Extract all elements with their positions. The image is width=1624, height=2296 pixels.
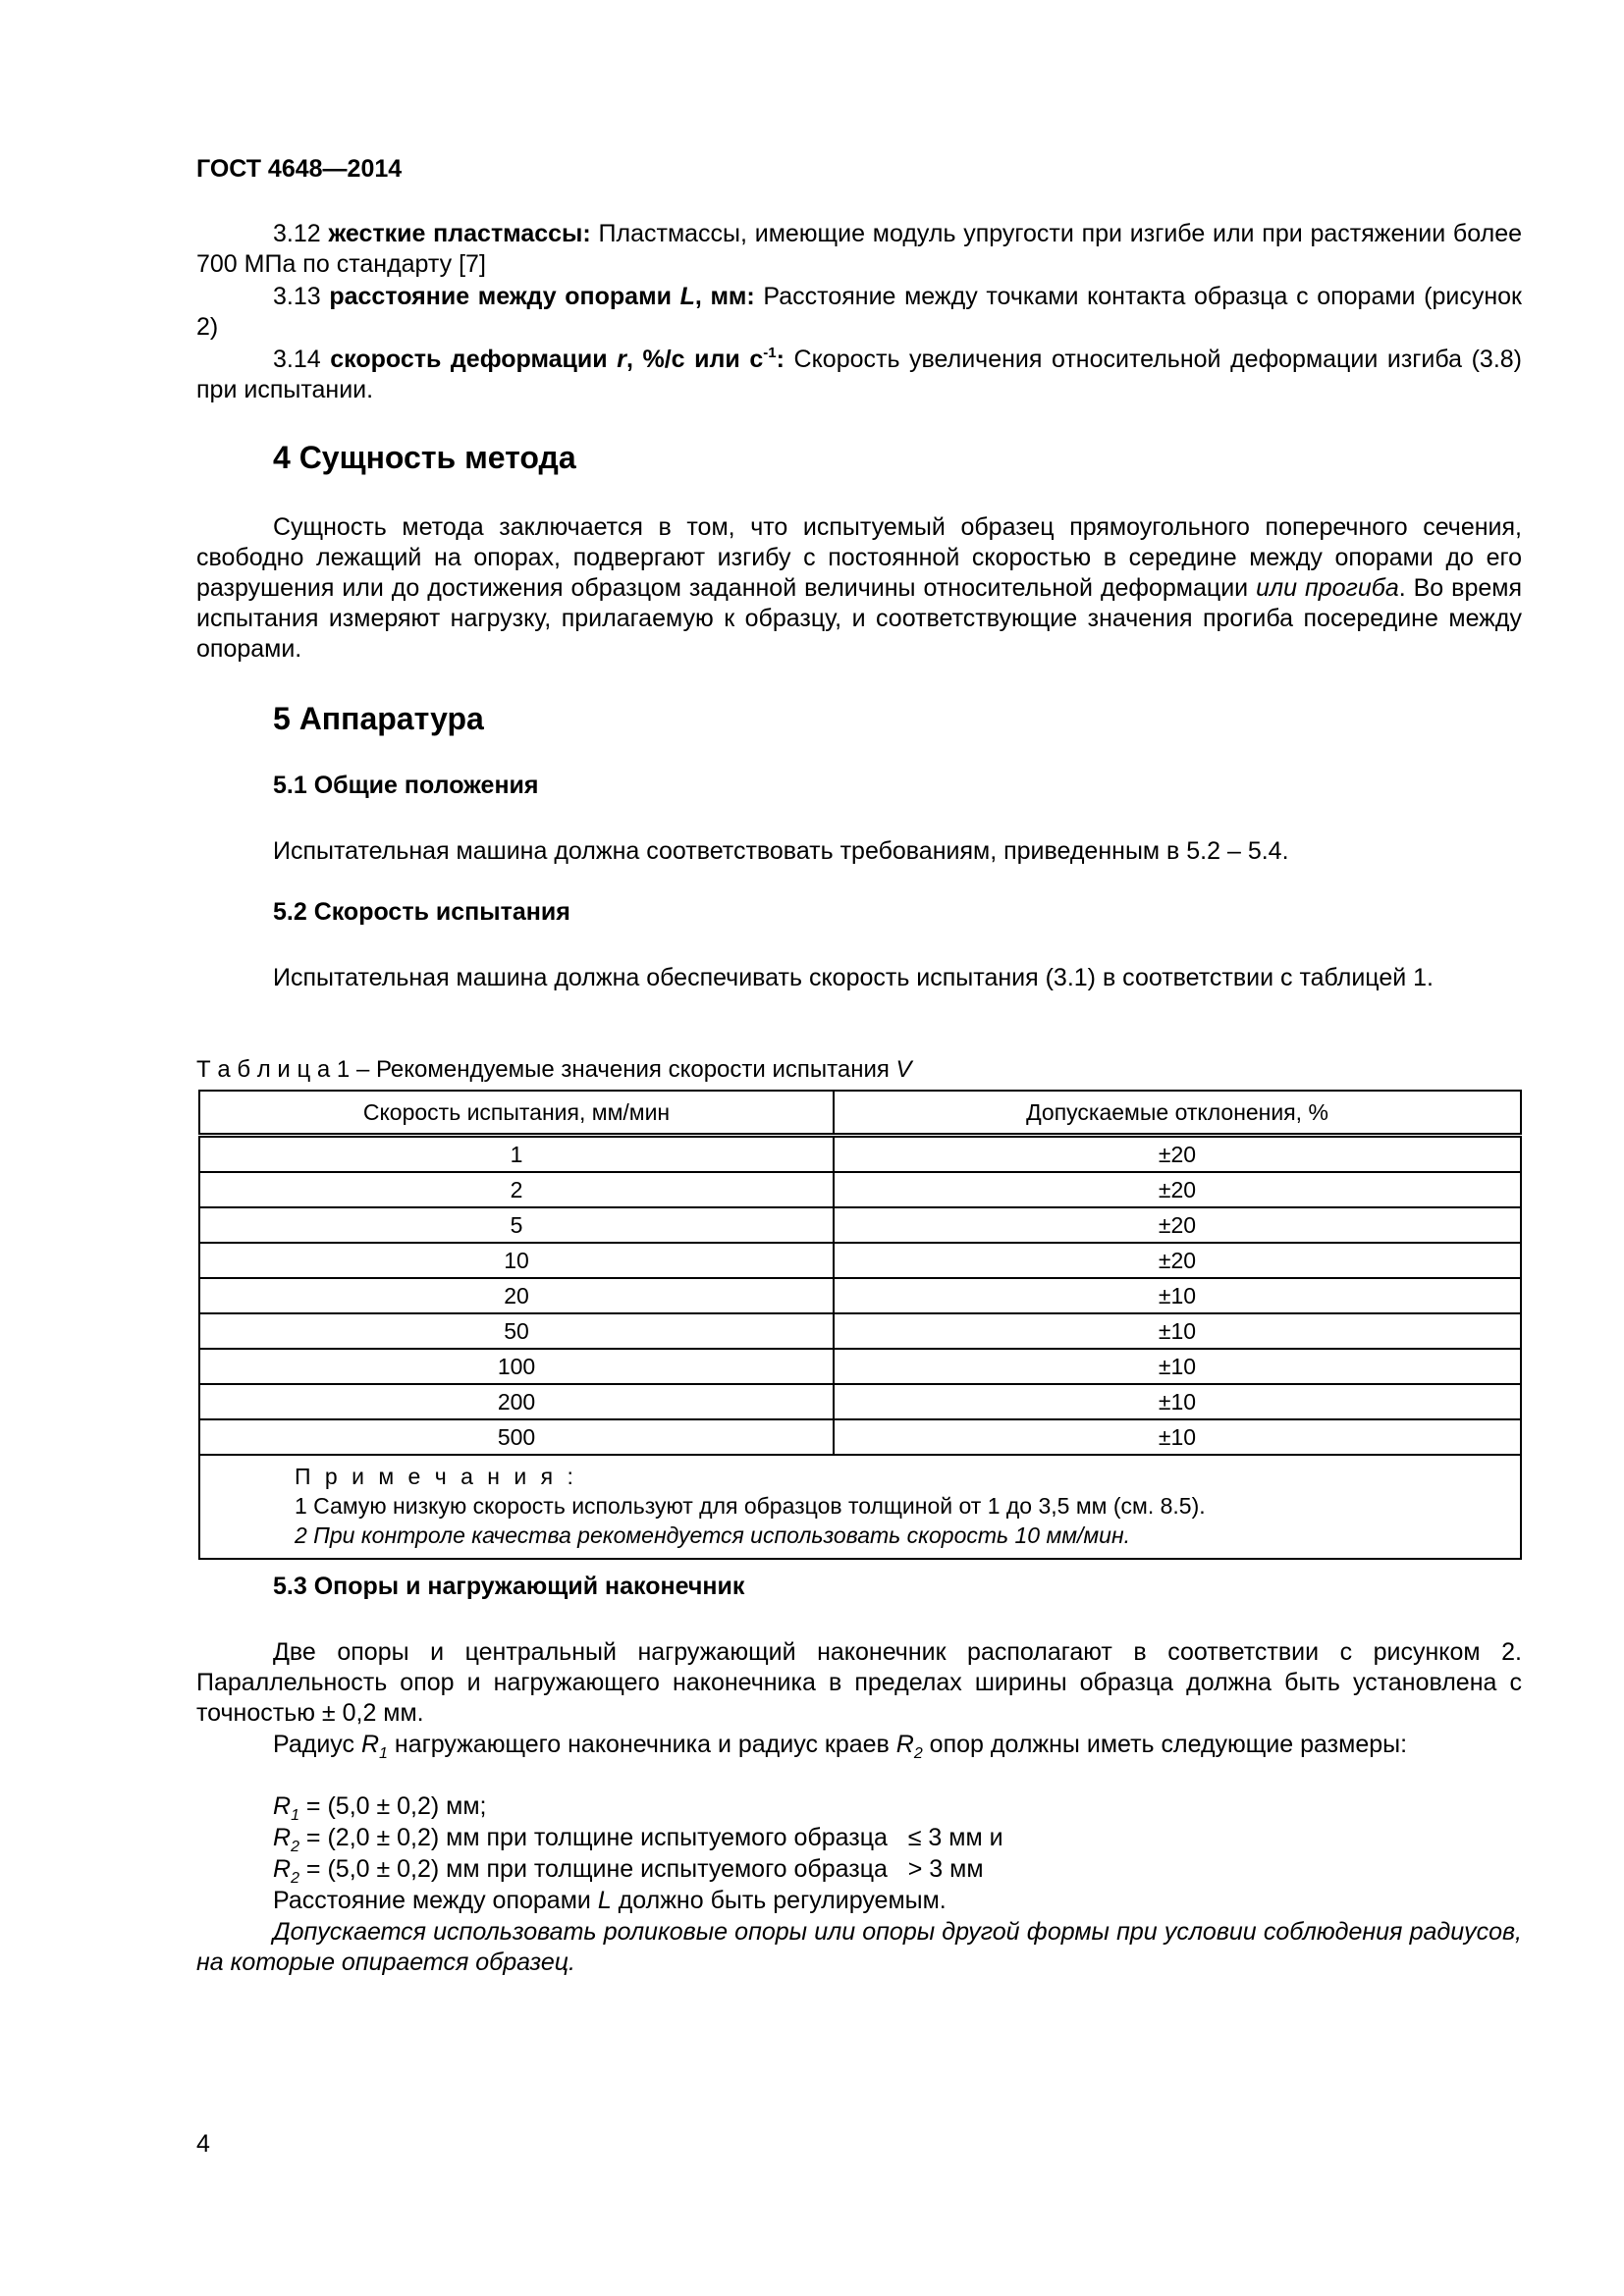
tolerance-cell: ±20 — [834, 1207, 1521, 1243]
tolerance-cell: ±20 — [834, 1172, 1521, 1207]
section-4-paragraph: Сущность метода заключается в том, что испытуемый образец прямоугольного поперечного сечения, свободно лежащий на опорах, подвергают изгибу с постоянной скоростью в середине между опорами до его разрушения или до достижения образцом заданной величины относительной деформации или прогиба. Во время испытания измеряют нагрузку, прилагаемую к образцу, и соответствующие значения прогиба посередине между опорами. — [196, 513, 1522, 663]
formula-r1: $R_1 = (5,0 \pm 0,2)$ мм; — [273, 1792, 487, 1824]
table-row — [199, 1313, 1521, 1349]
notes-title: П р и м е ч а н и я : — [295, 1464, 577, 1489]
speed-cell: 200 — [199, 1384, 834, 1419]
formula-r2-thick: $R_2 = (5,0 \pm 0,2)$ мм при толщине испытуемого образца > 3 мм — [273, 1855, 984, 1887]
speed-cell: 500 — [199, 1419, 834, 1455]
section-5-3-heading: 5.3 Опоры и нагружающий наконечник — [273, 1573, 745, 1600]
section-5-2-heading: 5.2 Скорость испытания — [273, 898, 570, 926]
definition-3-14: 3.14 скорость деформации r, %/с или $с^{-1}$: Скорость увеличения относительной деформации изгиба (3.8) при испытании. — [196, 345, 1523, 403]
note-2: 2 При контроле качества рекомендуется использовать скорость 10 мм/мин. — [295, 1522, 1131, 1548]
column-header-speed: Скорость испытания, мм/мин — [199, 1091, 834, 1136]
formula-r2-thin: $R_2 = (2,0 \pm 0,2)$ мм при толщине испытуемого образца ≤ 3 мм и — [273, 1824, 1003, 1855]
section-5-1-text: Испытательная машина должна соответствовать требованиям, приведенным в 5.2 – 5.4. — [273, 837, 1289, 865]
table-notes-row — [199, 1455, 1521, 1559]
definition-3-13: 3.13 расстояние между опорами L, мм: Расстояние между точками контакта образца с опорами (рисунок 2) — [196, 283, 1522, 341]
definition-3-12: 3.12 жесткие пластмассы: Пластмассы, имеющие модуль упругости при изгибе или при растяжении более 700 МПа по стандарту [7] — [196, 220, 1523, 278]
tolerance-cell: ±20 — [834, 1243, 1521, 1278]
section-5-1-heading: 5.1 Общие положения — [273, 772, 539, 799]
table-header-row — [199, 1091, 1521, 1136]
table-row — [199, 1384, 1521, 1419]
tolerance-cell: ±10 — [834, 1419, 1521, 1455]
section-5-3-paragraph: Две опоры и центральный нагружающий наконечник располагают в соответствии с рисунком 2. Параллельность опор и нагружающего наконечника в пределах ширины образца должна быть установлена с точностью ± 0,2 мм. — [196, 1638, 1522, 1727]
table-row — [199, 1172, 1521, 1207]
table-row — [199, 1278, 1521, 1313]
tolerance-cell: ±20 — [834, 1136, 1521, 1173]
table-row — [199, 1419, 1521, 1455]
speed-cell: 20 — [199, 1278, 834, 1313]
radius-paragraph: Радиус $R_1$ нагружающего наконечника и радиус краев $R_2$ опор должны иметь следующие размеры: — [273, 1731, 1408, 1762]
table-row — [199, 1136, 1521, 1173]
standard-header: ГОСТ 4648—2014 — [196, 155, 403, 183]
table-row — [199, 1243, 1521, 1278]
distance-adjustable-text: Расстояние между опорами L должно быть регулируемым. — [273, 1887, 947, 1914]
speed-cell: 50 — [199, 1313, 834, 1349]
section-4-heading: 4 Сущность метода — [273, 440, 576, 475]
table-notes — [199, 1455, 1521, 1559]
page-number: 4 — [196, 2130, 210, 2158]
note-1: 1 Самую низкую скорость используют для образцов толщиной от 1 до 3,5 мм (см. 8.5). — [295, 1493, 1206, 1519]
speed-table — [198, 1090, 1522, 1560]
speed-cell: 10 — [199, 1243, 834, 1278]
italic-note: Допускается использовать роликовые опоры или опоры другой формы при условии соблюдения радиусов, на которые опирается образец. — [196, 1918, 1522, 1976]
speed-cell: 2 — [199, 1172, 834, 1207]
tolerance-cell: ±10 — [834, 1278, 1521, 1313]
tolerance-cell: ±10 — [834, 1349, 1521, 1384]
tolerance-cell: ±10 — [834, 1384, 1521, 1419]
tolerance-cell: ±10 — [834, 1313, 1521, 1349]
speed-cell: 5 — [199, 1207, 834, 1243]
speed-cell: 100 — [199, 1349, 834, 1384]
table-1-caption: Т а б л и ц а 1 – Рекомендуемые значения скорости испытания V — [196, 1056, 912, 1083]
speed-cell: 1 — [199, 1136, 834, 1173]
table-row — [199, 1207, 1521, 1243]
section-5-2-text: Испытательная машина должна обеспечивать скорость испытания (3.1) в соответствии с таблицей 1. — [273, 964, 1434, 991]
table-row — [199, 1349, 1521, 1384]
section-5-heading: 5 Аппаратура — [273, 701, 484, 736]
column-header-tolerance: Допускаемые отклонения, % — [834, 1091, 1521, 1136]
